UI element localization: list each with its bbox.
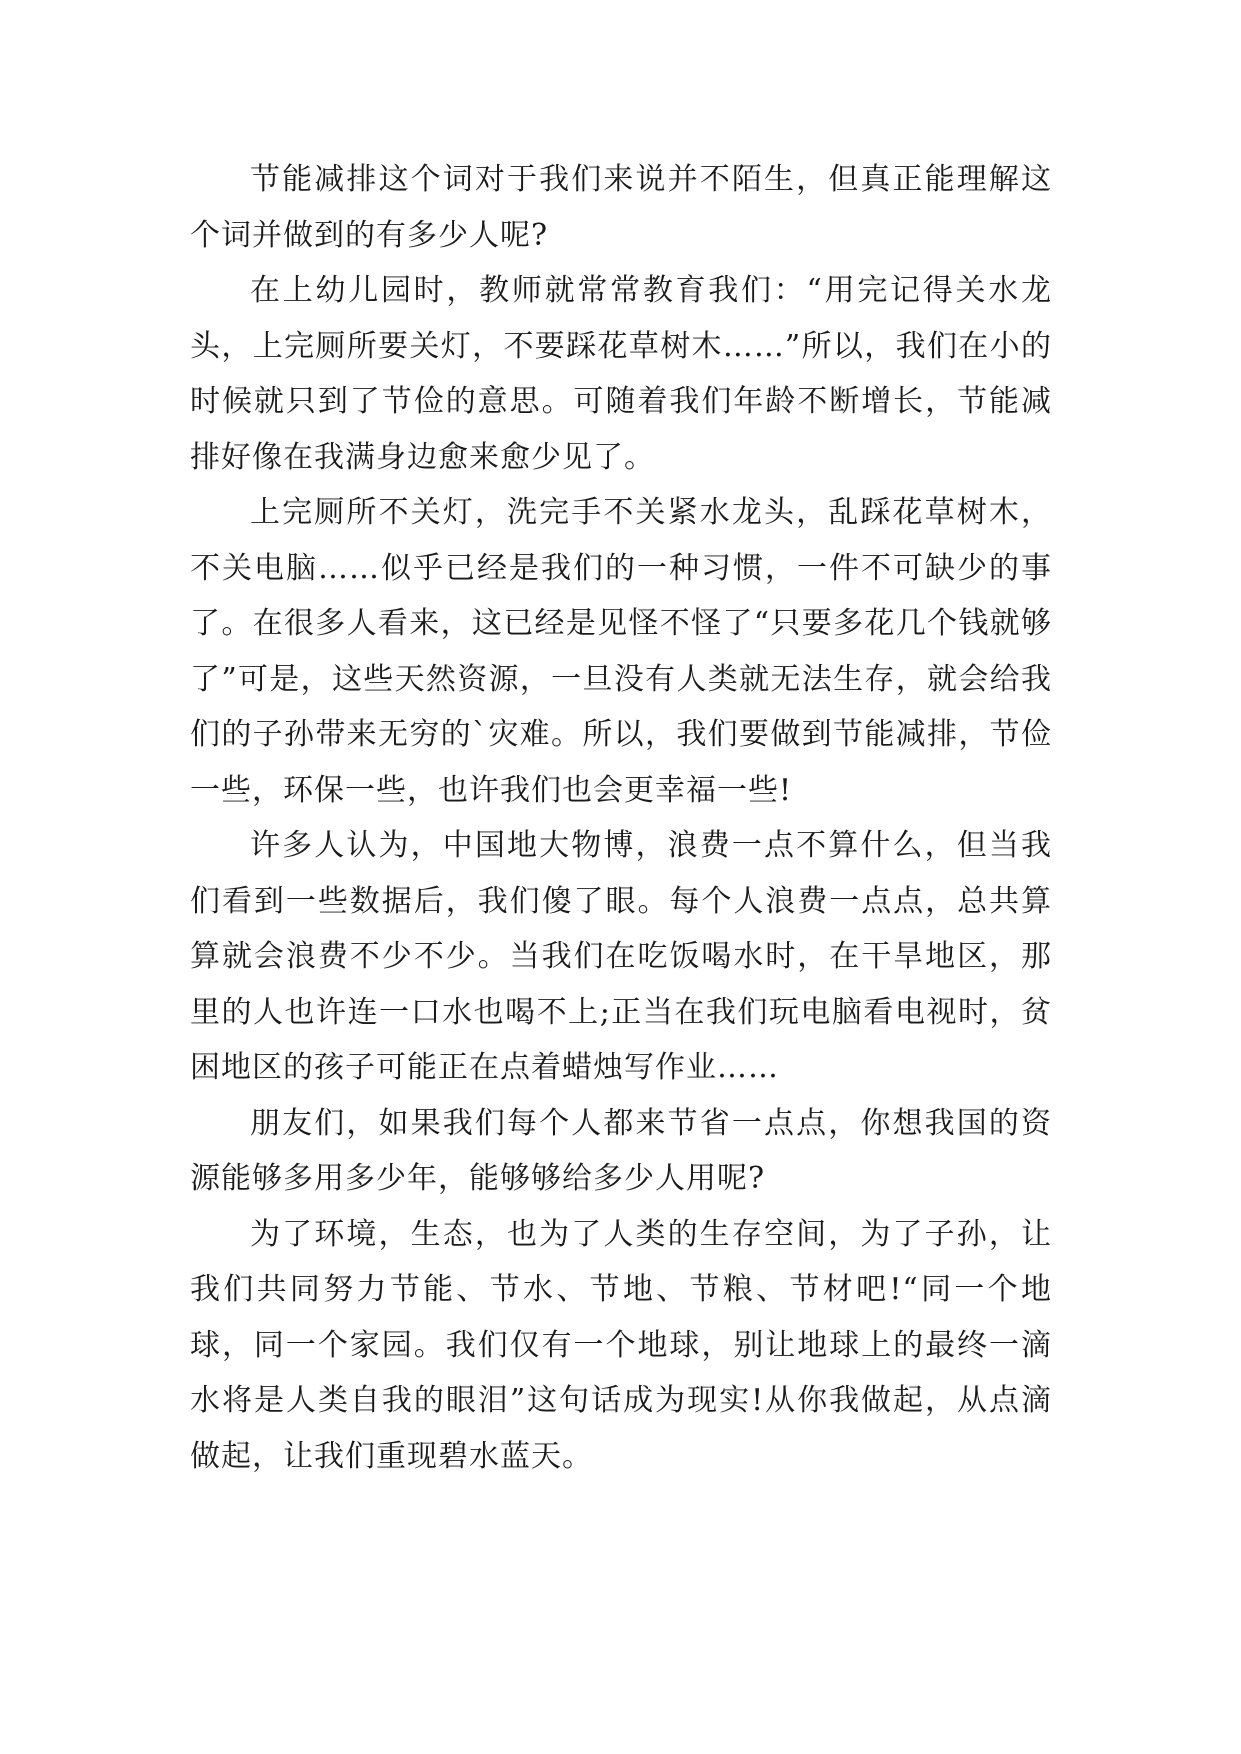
paragraph-6: 为了环境，生态，也为了人类的生存空间，为了子孙，让我们共同努力节能、节水、节地、节粮、节材吧!“同一个地球，同一个家园。我们仅有一个地球，别让地球上的最终一滴水将是人类自我的眼泪”这句话成为现实!从你我做起，从点滴做起，让我们重现碧水蓝天。 <box>190 1216 1052 1474</box>
paragraph-1: 节能减排这个词对于我们来说并不陌生，但真正能理解这个词并做到的有多少人呢? <box>190 162 1052 253</box>
paragraph-3: 上完厕所不关灯，洗完手不关紧水龙头，乱踩花草树木，不关电脑……似乎已经是我们的一种习惯，一件不可缺少的事了。在很多人看来，这已经是见怪不怪了“只要多花几个钱就够了”可是，这些天然资源，一旦没有人类就无法生存，就会给我们的子孙带来无穷的`灾难。所以，我们要做到节能减排，节俭一些，环保一些，也许我们也会更幸福一些! <box>190 495 1052 808</box>
paragraph-4: 许多人认为，中国地大物博，浪费一点不算什么，但当我们看到一些数据后，我们傻了眼。每个人浪费一点点，总共算算就会浪费不少不少。当我们在吃饭喝水时，在干旱地区，那里的人也许连一口水也喝不上;正当在我们玩电脑看电视时，贫困地区的孩子可能正在点着蜡烛写作业…… <box>190 828 1052 1085</box>
paragraph-5: 朋友们，如果我们每个人都来节省一点点，你想我国的资源能够多用多少年，能够够给多少人用呢? <box>190 1105 1052 1196</box>
document-body <box>190 152 1052 1484</box>
paragraph-2: 在上幼儿园时，教师就常常教育我们：“用完记得关水龙头，上完厕所要关灯，不要踩花草树木……”所以，我们在小的时候就只到了节俭的意思。可随着我们年龄不断增长，节能减排好像在我满身边愈来愈少见了。 <box>190 273 1052 475</box>
